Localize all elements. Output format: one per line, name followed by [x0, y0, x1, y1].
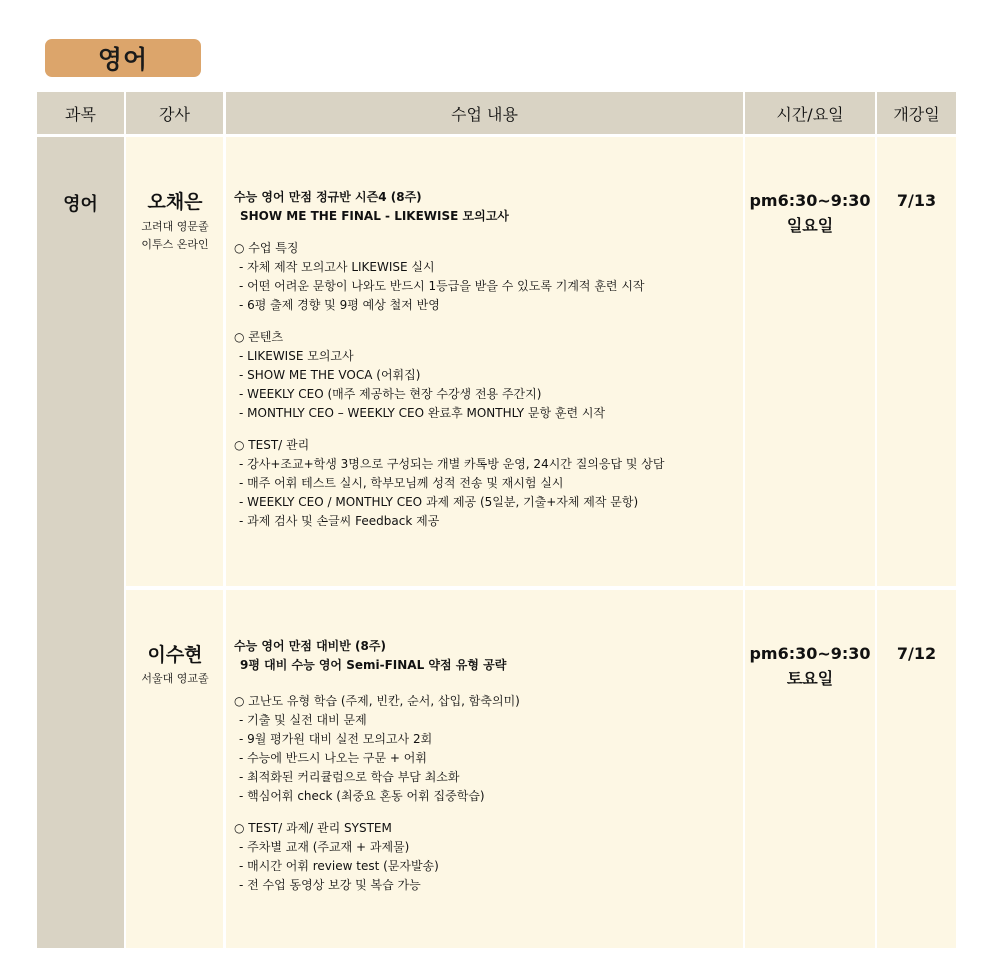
header-instructor: 강사: [126, 92, 223, 134]
start-date: 7/12: [896, 644, 937, 663]
list-item: - 기출 및 실전 대비 문제: [239, 713, 367, 727]
group-heading: ○ TEST/ 과제/ 관리 SYSTEM: [234, 821, 392, 835]
course-subtitle: SHOW ME THE FINAL - LIKEWISE 모의고사: [240, 209, 509, 223]
class-time: pm6:30~9:30: [749, 191, 871, 210]
class-day: 일요일: [786, 216, 834, 235]
list-item: - 수능에 반드시 나오는 구문 + 어휘: [239, 751, 427, 765]
list-item: - 9월 평가원 대비 실전 모의고사 2회: [239, 732, 433, 746]
instructor-desc: 서울대 영교졸: [141, 672, 209, 685]
list-item: - MONTHLY CEO – WEEKLY CEO 완료후 MONTHLY 문항 훈련 시작: [239, 406, 606, 420]
group-heading: ○ 콘텐츠: [234, 330, 284, 344]
course-title: 수능 영어 만점 대비반 (8주): [234, 639, 386, 653]
header-time: 시간/요일: [745, 92, 875, 134]
group-heading: ○ 수업 특징: [234, 241, 299, 255]
test-group: [234, 819, 744, 895]
list-item: - WEEKLY CEO / MONTHLY CEO 과제 제공 (5일분, 기출+자체 제작 문항): [239, 495, 639, 509]
instructor-desc: 고려대 영문졸: [141, 220, 209, 233]
list-item: - 전 수업 동영상 보강 및 복습 가능: [239, 878, 421, 892]
group-heading: ○ 고난도 유형 학습 (주제, 빈칸, 순서, 삽입, 함축의미): [234, 694, 520, 708]
list-item: - 6평 출제 경향 및 9평 예상 철저 반영: [239, 298, 440, 312]
feature-group: [234, 239, 744, 315]
header-content: 수업 내용: [226, 92, 743, 134]
subject-cell: [37, 137, 124, 948]
class-time: pm6:30~9:30: [749, 644, 871, 663]
list-item: - 과제 검사 및 손글씨 Feedback 제공: [239, 514, 440, 528]
course-content: [234, 188, 744, 531]
section-title: 영어: [45, 39, 201, 77]
test-group: [234, 436, 744, 531]
contents-group: [234, 328, 744, 423]
list-item: - 강사+조교+학생 3명으로 구성되는 개별 카톡방 운영, 24시간 질의응답 및 상담: [239, 457, 665, 471]
course-content: [234, 637, 744, 895]
list-item: - LIKEWISE 모의고사: [239, 349, 354, 363]
list-item: - 핵심어휘 check (최중요 혼동 어휘 집중학습): [239, 789, 485, 803]
list-item: - 어떤 어려운 문항이 나와도 반드시 1등급을 받을 수 있도록 기계적 훈련 시작: [239, 279, 645, 293]
list-item: - 주차별 교재 (주교재 + 과제물): [239, 840, 410, 854]
feature-group: [234, 692, 744, 806]
course-subtitle: 9평 대비 수능 영어 Semi-FINAL 약점 유형 공략: [240, 658, 507, 672]
list-item: - 매시간 어휘 review test (문자발송): [239, 859, 439, 873]
class-day: 토요일: [786, 669, 834, 688]
start-date: 7/13: [896, 191, 937, 210]
subject-label: 영어: [63, 194, 98, 215]
header-start-date: 개강일: [877, 92, 956, 134]
instructor-desc: 이투스 온라인: [141, 238, 209, 251]
course-title: 수능 영어 만점 정규반 시즌4 (8주): [234, 190, 422, 204]
list-item: - SHOW ME THE VOCA (어휘집): [239, 368, 421, 382]
group-heading: ○ TEST/ 관리: [234, 438, 310, 452]
list-item: - 매주 어휘 테스트 실시, 학부모님께 성적 전송 및 재시험 실시: [239, 476, 564, 490]
list-item: - WEEKLY CEO (매주 제공하는 현장 수강생 전용 주간지): [239, 387, 542, 401]
list-item: - 자체 제작 모의고사 LIKEWISE 실시: [239, 260, 435, 274]
instructor-name: 오채은: [147, 191, 203, 213]
list-item: - 최적화된 커리큘럼으로 학습 부담 최소화: [239, 770, 460, 784]
header-subject: 과목: [37, 92, 124, 134]
instructor-name: 이수현: [147, 644, 203, 666]
